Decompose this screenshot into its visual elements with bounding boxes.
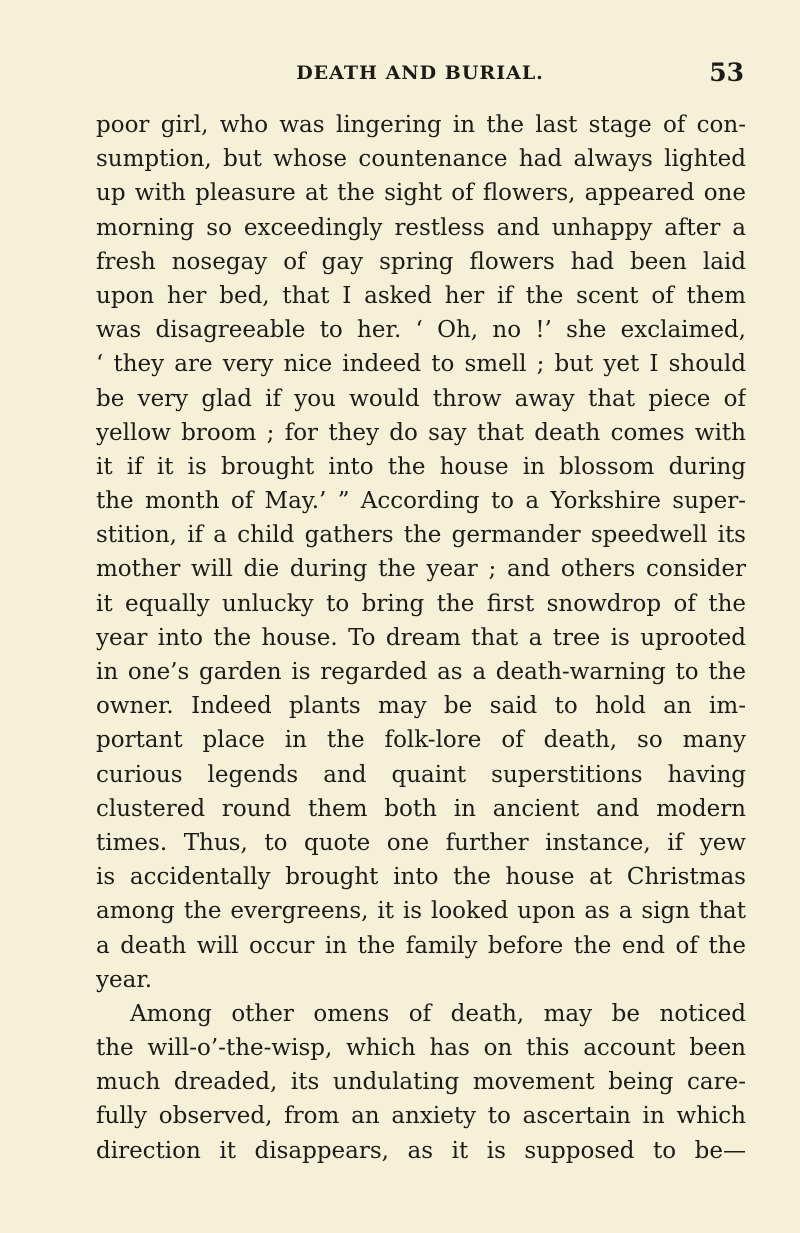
paragraph-1: [96, 108, 746, 997]
text-line: upon her bed, that I asked her if the scent of them: [96, 282, 746, 309]
text-line: portant place in the folk-lore of death, so many: [96, 727, 746, 754]
text-line: is accidentally brought into the house at Christmas: [96, 864, 746, 891]
text-line: year into the house. To dream that a tree is uprooted: [96, 624, 746, 651]
page-number: 53: [709, 58, 744, 87]
text-line: mother will die during the year ; and others consider: [96, 556, 746, 583]
text-line: stition, if a child gathers the germander speedwell its: [96, 522, 746, 549]
text-line: fresh nosegay of gay spring flowers had been laid: [96, 248, 746, 275]
text-line: clustered round them both in ancient and modern: [96, 795, 746, 822]
body-text: [96, 108, 746, 1168]
text-line: the month of May.’ ” According to a Yorkshire super-: [96, 488, 746, 515]
page-header: [96, 58, 744, 92]
text-line: much dreaded, its undulating movement being care-: [96, 1069, 746, 1096]
text-line: morning so exceedingly restless and unhappy after a: [96, 214, 746, 241]
text-line: the will-o’-the-wisp, which has on this account been: [96, 1035, 746, 1062]
running-head: DEATH AND BURIAL.: [296, 62, 544, 84]
text-line: was disagreeable to her. ‘ Oh, no !’ she exclaimed,: [96, 317, 746, 344]
text-line: curious legends and quaint superstitions having: [96, 761, 746, 788]
text-line: a death will occur in the family before the end of the: [96, 932, 746, 959]
text-line: it if it is brought into the house in blossom during: [96, 453, 746, 480]
text-line: ‘ they are very nice indeed to smell ; but yet I should: [96, 351, 746, 378]
text-line: up with pleasure at the sight of flowers, appeared one: [96, 180, 746, 207]
text-line: among the evergreens, it is looked upon as a sign that: [96, 898, 746, 925]
text-line: fully observed, from an anxiety to ascertain in which: [96, 1103, 746, 1130]
text-line: direction it disappears, as it is supposed to be—: [96, 1137, 746, 1164]
text-line: be very glad if you would throw away that piece of: [96, 385, 746, 412]
text-line: yellow broom ; for they do say that death comes with: [96, 419, 746, 446]
text-line: in one’s garden is regarded as a death-warning to the: [96, 659, 746, 685]
text-line: sumption, but whose countenance had always lighted: [96, 146, 746, 173]
text-line: Among other omens of death, may be noticed: [130, 1000, 746, 1027]
text-line: times. Thus, to quote one further instance, if yew: [96, 829, 746, 856]
text-line: poor girl, who was lingering in the last stage of con-: [96, 112, 746, 138]
text-line: it equally unlucky to bring the first snowdrop of the: [96, 590, 746, 617]
paragraph-2: [96, 997, 746, 1168]
text-line: year.: [96, 966, 153, 993]
text-line: owner. Indeed plants may be said to hold an im-: [96, 693, 746, 720]
